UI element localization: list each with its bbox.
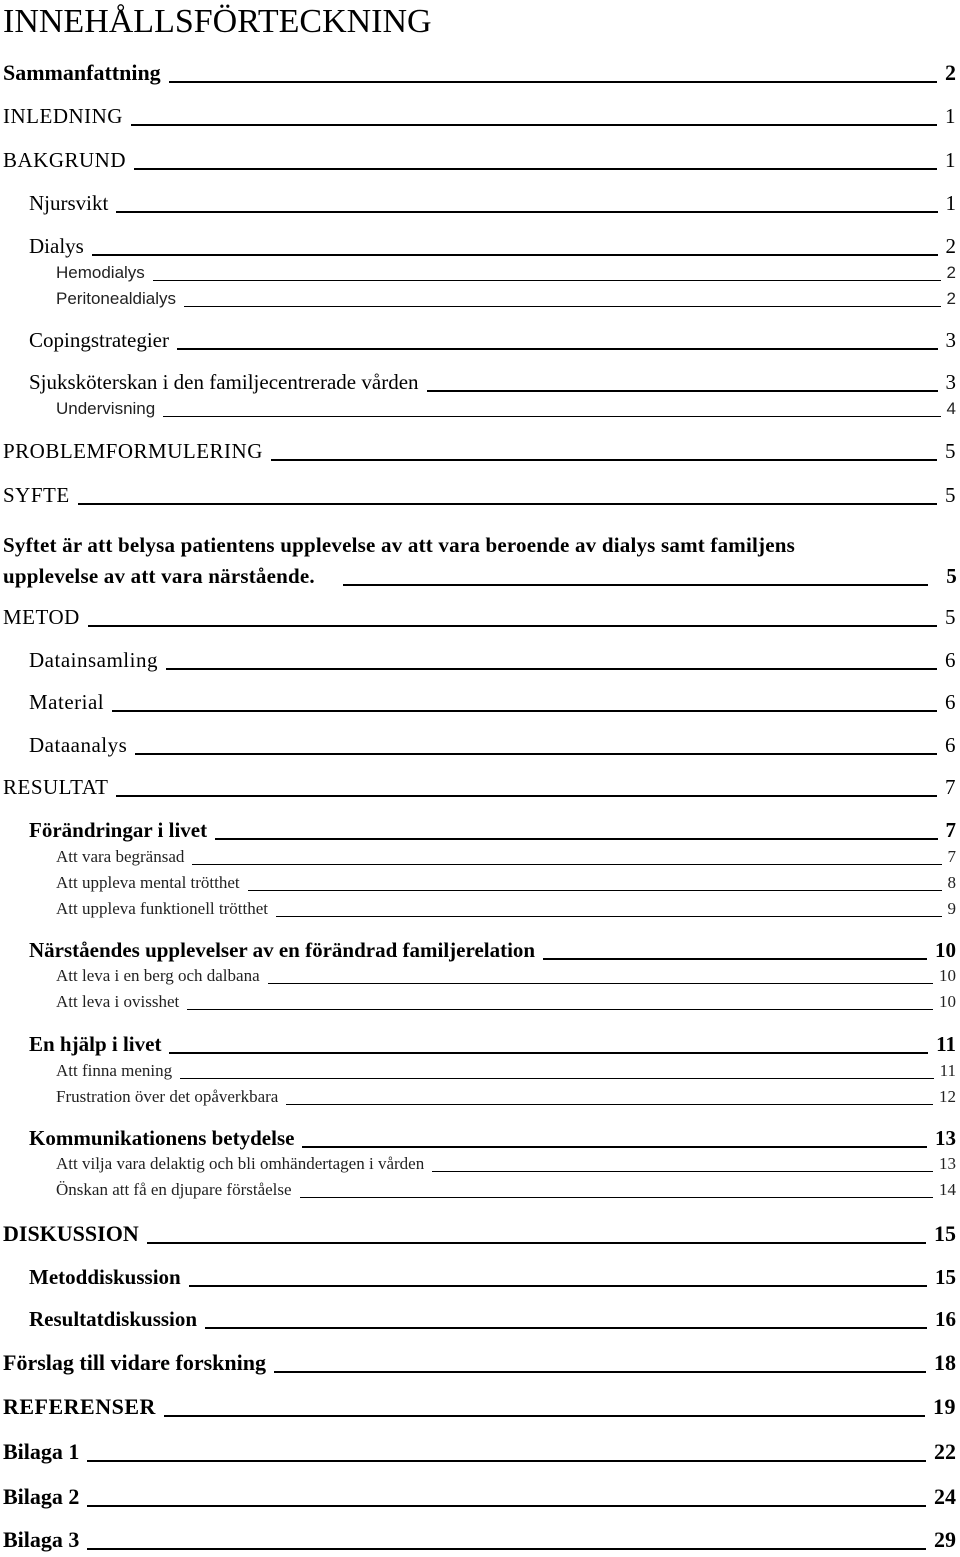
toc-entry-njursvikt[interactable] (29, 191, 956, 216)
toc-entry-copingstrategier[interactable] (29, 328, 956, 353)
toc-entry-resultatdiskussion[interactable] (29, 1307, 956, 1332)
toc-entry-page: 8 (947, 873, 956, 892)
toc-entry-page: 5 (945, 483, 956, 507)
toc-entry-label: Peritonealdialys (56, 289, 177, 308)
toc-entry-label: Att uppleva mental trötthet (56, 873, 240, 892)
leader-line (166, 668, 937, 670)
toc-entry-hjalp-i-livet[interactable] (29, 1032, 956, 1057)
toc-entry-label: Material (29, 690, 105, 714)
toc-entry-begransad[interactable] (56, 847, 956, 867)
toc-entry-label: Förändringar i livet (29, 818, 208, 842)
toc-entry-frustration[interactable] (56, 1087, 956, 1107)
toc-entry-page: 13 (939, 1154, 956, 1173)
toc-entry-hemodialys[interactable] (56, 263, 956, 283)
toc-entry-page: 7 (945, 818, 956, 842)
leader-line (131, 124, 937, 126)
toc-entry-sjukskoterskan[interactable] (29, 370, 956, 395)
leader-line (78, 503, 937, 505)
toc-entry-resultat[interactable] (3, 775, 956, 800)
leader-line (147, 1242, 926, 1244)
toc-entry-metod[interactable] (3, 605, 956, 630)
toc-entry-label: Att leva i ovisshet (56, 992, 180, 1011)
toc-entry-bilaga-1[interactable] (3, 1439, 956, 1465)
toc-entry-page: 1 (945, 104, 956, 128)
leader-line (274, 1371, 926, 1373)
toc-entry-page: 1 (945, 191, 956, 215)
leader-line (169, 1052, 928, 1054)
leader-line (88, 625, 937, 627)
toc-entry-page: 1 (945, 148, 956, 172)
toc-entry-label: Sammanfattning (3, 60, 161, 85)
leader-line (92, 254, 938, 256)
toc-entry-label: Dataanalys (29, 733, 128, 757)
toc-entry-finna-mening[interactable] (56, 1061, 956, 1081)
toc-entry-label: RESULTAT (3, 775, 109, 799)
toc-entry-peritonealdialys[interactable] (56, 289, 956, 309)
toc-entry-page: 5 (946, 564, 957, 588)
toc-entry-vilja-vara-delaktig[interactable] (56, 1154, 956, 1174)
toc-entry-label-line1: Syftet är att belysa patientens upplevelse av att vara beroende av dialys samt familjens (3, 533, 796, 557)
toc-entry-datainsamling[interactable] (29, 648, 956, 673)
toc-entry-label: Copingstrategier (29, 328, 169, 352)
toc-entry-label: INLEDNING (3, 104, 123, 128)
leader-line (135, 753, 937, 755)
toc-entry-label: Njursvikt (29, 191, 109, 215)
toc-entry-funktionell-trotthet[interactable] (56, 899, 956, 919)
toc-entry-page: 19 (933, 1394, 956, 1419)
toc-entry-ovisshet[interactable] (56, 992, 956, 1012)
toc-entry-syfte[interactable] (3, 483, 956, 508)
leader-line (286, 1104, 933, 1105)
toc-entry-label: Att vara begränsad (56, 847, 185, 866)
toc-entry-label: Bilaga 3 (3, 1527, 80, 1552)
toc-entry-page: 2 (946, 289, 956, 308)
toc-entry-page: 7 (945, 775, 956, 799)
toc-entry-page: 24 (934, 1484, 956, 1509)
leader-line (116, 795, 937, 797)
toc-entry-label: Att leva i en berg och dalbana (56, 966, 260, 985)
toc-entry-page: 2 (945, 60, 956, 85)
toc-entry-referenser[interactable] (3, 1394, 956, 1420)
toc-entry-label: Förslag till vidare forskning (3, 1350, 266, 1375)
toc-entry-label: DISKUSSION (3, 1221, 139, 1246)
leader-line (215, 838, 937, 840)
toc-entry-forslag[interactable] (3, 1350, 956, 1376)
toc-entry-label: Bilaga 1 (3, 1439, 80, 1464)
toc-entry-djupare-forstaelse[interactable] (56, 1180, 956, 1200)
toc-entry-label: Undervisning (56, 399, 156, 418)
toc-entry-page: 10 (939, 966, 956, 985)
leader-line (177, 348, 938, 350)
toc-entry-mental-trotthet[interactable] (56, 873, 956, 893)
toc-entry-page: 6 (945, 648, 956, 672)
toc-entry-undervisning[interactable] (56, 399, 956, 419)
toc-entry-label: Sjuksköterskan i den familjecentrerade vården (29, 370, 419, 394)
toc-entry-label: Dialys (29, 234, 84, 258)
leader-line (164, 1415, 925, 1417)
leader-line (153, 280, 941, 281)
leader-line (427, 390, 938, 392)
leader-line (87, 1460, 926, 1462)
toc-entry-label-line2: upplevelse av att vara närstående. (3, 564, 315, 588)
toc-entry-page: 4 (946, 399, 956, 418)
toc-entry-label: En hjälp i livet (29, 1032, 162, 1056)
leader-line (205, 1327, 927, 1329)
toc-entry-label: Närståendes upplevelser av en förändrad familjerelation (29, 938, 536, 962)
toc-entry-page: 3 (945, 370, 956, 394)
toc-entry-page: 11 (936, 1032, 956, 1056)
leader-line (302, 1146, 927, 1148)
leader-line (112, 710, 937, 712)
leader-line (116, 211, 937, 213)
leader-line (268, 983, 933, 984)
toc-entry-label: Hemodialys (56, 263, 145, 282)
toc-entry-label: Att uppleva funktionell trötthet (56, 899, 268, 918)
toc-entry-dialys[interactable] (29, 234, 956, 259)
toc-entry-dataanalys[interactable] (29, 733, 956, 758)
leader-line (189, 1285, 927, 1287)
toc-entry-page: 10 (939, 992, 956, 1011)
leader-line (180, 1078, 933, 1079)
toc-entry-page: 7 (947, 847, 956, 866)
toc-entry-label: Bilaga 2 (3, 1484, 80, 1509)
toc-entry-label: Datainsamling (29, 648, 158, 672)
toc-entry-label: Önskan att få en djupare förståelse (56, 1180, 292, 1199)
leader-line (163, 416, 940, 417)
toc-entry-page: 18 (934, 1350, 956, 1375)
toc-entry-page: 22 (934, 1439, 956, 1464)
toc-entry-label: Kommunikationens betydelse (29, 1126, 295, 1150)
toc-entry-page: 15 (934, 1221, 956, 1246)
toc-entry-diskussion[interactable] (3, 1221, 956, 1247)
toc-entry-label: Att finna mening (56, 1061, 173, 1080)
toc-entry-page: 5 (945, 439, 956, 463)
toc-entry-page: 2 (945, 234, 956, 258)
leader-line (300, 1197, 933, 1198)
toc-entry-label: Metoddiskussion (29, 1265, 181, 1289)
toc-entry-kommunikationens[interactable] (29, 1126, 956, 1151)
toc-entry-sammanfattning[interactable] (3, 60, 956, 86)
leader-line (192, 864, 941, 865)
leader-line (187, 1009, 933, 1010)
leader-line (271, 459, 937, 461)
toc-title: INNEHÅLLSFÖRTECKNING (3, 3, 432, 40)
toc-entry-page: 9 (947, 899, 956, 918)
toc-entry-label: Att vilja vara delaktig och bli omhändertagen i vården (56, 1154, 425, 1173)
leader-line (248, 890, 942, 891)
toc-entry-metoddiskussion[interactable] (29, 1265, 956, 1290)
toc-entry-page: 15 (935, 1265, 956, 1289)
toc-entry-bilaga-2[interactable] (3, 1484, 956, 1510)
toc-entry-page: 3 (945, 328, 956, 352)
leader-line (169, 81, 937, 83)
toc-entry-label: SYFTE (3, 483, 70, 507)
toc-entry-label: REFERENSER (3, 1394, 156, 1419)
toc-entry-page: 16 (935, 1307, 956, 1331)
leader-line (184, 306, 941, 307)
toc-entry-page: 5 (945, 605, 956, 629)
toc-entry-page: 13 (935, 1126, 956, 1150)
toc-entry-label: METOD (3, 605, 80, 629)
leader-line (134, 168, 937, 170)
toc-entry-page: 12 (939, 1087, 956, 1106)
toc-entry-label: Resultatdiskussion (29, 1307, 198, 1331)
toc-entry-page: 11 (939, 1061, 956, 1080)
leader-line (87, 1548, 926, 1550)
toc-entry-forandringar[interactable] (29, 818, 956, 843)
toc-entry-label: PROBLEMFORMULERING (3, 439, 263, 463)
toc-entry-label: Frustration över det opåverkbara (56, 1087, 279, 1106)
toc-entry-page: 6 (945, 733, 956, 757)
leader-line (343, 584, 928, 586)
toc-entry-page: 14 (939, 1180, 956, 1199)
toc-entry-inledning[interactable] (3, 104, 956, 129)
toc-entry-syftet[interactable] (3, 530, 958, 592)
toc-entry-page: 10 (935, 938, 956, 962)
toc-entry-page: 6 (945, 690, 956, 714)
toc-entry-berg-och-dalbana[interactable] (56, 966, 956, 986)
toc-entry-narstaendes[interactable] (29, 938, 956, 963)
toc-entry-bakgrund[interactable] (3, 148, 956, 173)
toc-entry-bilaga-3[interactable] (3, 1527, 956, 1553)
toc-entry-material[interactable] (29, 690, 956, 715)
leader-line (543, 958, 927, 960)
leader-line (432, 1171, 933, 1172)
toc-entry-problemformulering[interactable] (3, 439, 956, 464)
toc-entry-label: BAKGRUND (3, 148, 127, 172)
leader-line (276, 916, 942, 917)
toc-entry-page: 29 (934, 1527, 956, 1552)
leader-line (87, 1505, 926, 1507)
toc-entry-page: 2 (946, 263, 956, 282)
